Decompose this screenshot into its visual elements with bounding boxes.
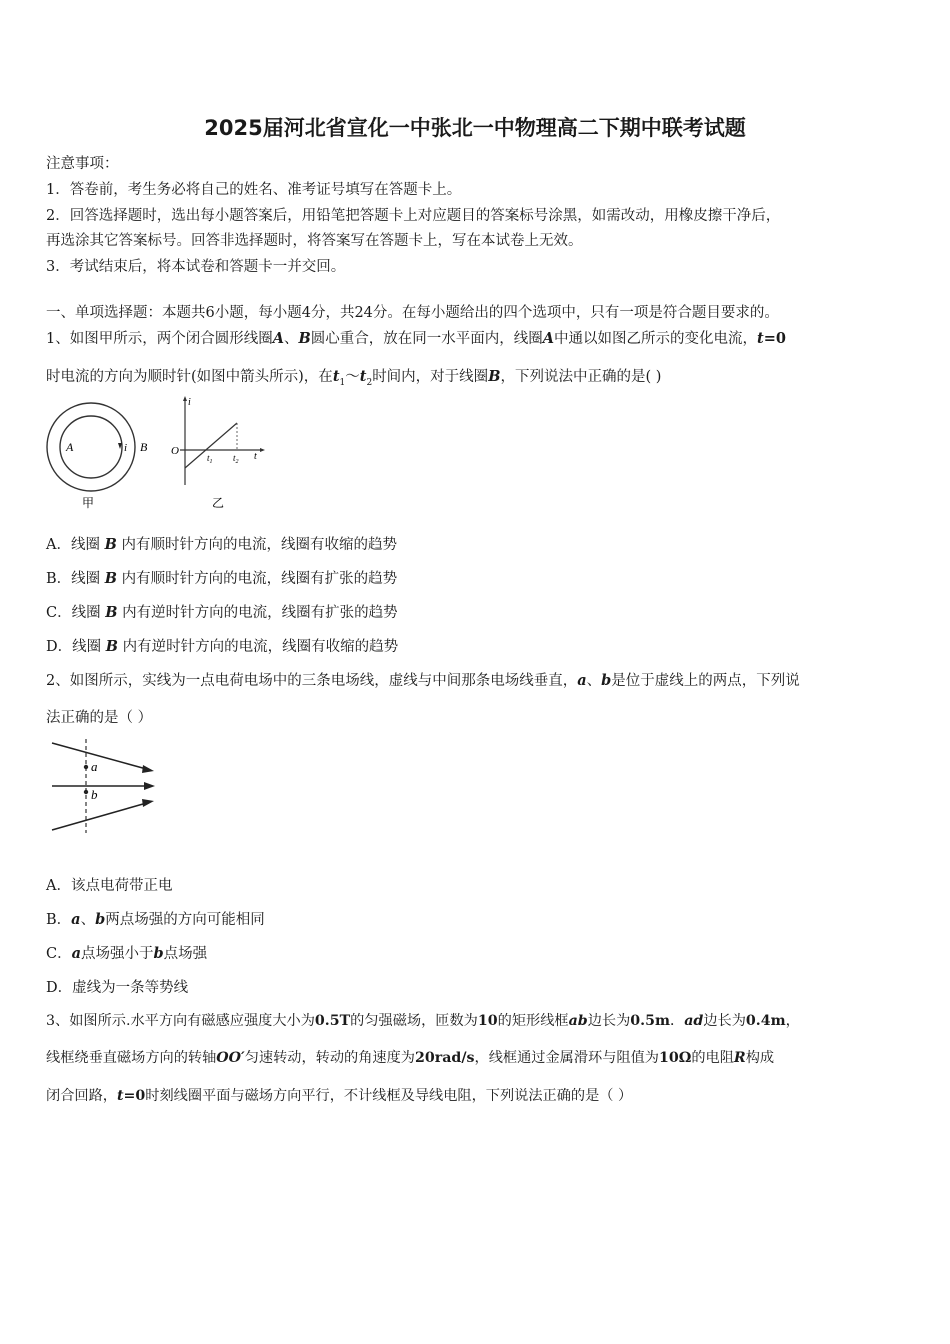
q2-option-c[interactable]: C．a点场强小于b点场强 [46,945,208,962]
point-a-dot [84,765,88,769]
notice-item-1: 1．答卷前，考生务必将自己的姓名、准考证号填写在答题卡上。 [46,182,462,198]
graph-origin-label: O [171,445,179,457]
field-arrow-bottom-icon [142,799,154,807]
q3-stem-line1: 3、如图所示.水平方向有磁感应强度大小为0.5T的匀强磁场，匝数为10的矩形线框ab边长为0.5m．ad边长为0.4m， [46,1013,800,1029]
current-label: i [124,442,128,454]
notice-item-2: 2．回答选择题时，选出每小题答案后，用铅笔把答题卡上对应题目的答案标号涂黑，如需改动，用橡皮擦干净后， [46,208,781,224]
field-arrow-top-icon [142,765,154,773]
point-b-label: b [91,787,98,802]
point-a-label: a [91,759,98,774]
figure-jia-caption: 甲 [82,496,95,510]
figure-yi-caption: 乙 [212,496,225,510]
field-arrow-middle-icon [144,782,155,790]
graph-t1-label: $t_1$ [207,453,213,465]
q1-figures [40,393,270,515]
q3-stem-line2: 线框绕垂直磁场方向的转轴OO′匀速转动，转动的角速度为20rad/s，线框通过金属滑环与阻值为10Ω的电阻R构成 [46,1050,775,1066]
q1-option-c[interactable]: C．线圈 B 内有逆时针方向的电流，线圈有扩张的趋势 [46,604,398,621]
graph-t-label: t [254,451,257,462]
q3-stem-line3: 闭合回路，t=0时刻线圈平面与磁场方向平行，不计线框及导线电阻，下列说法正确的是（ ） [46,1088,633,1104]
q1-option-b[interactable]: B．线圈 B 内有顺时针方向的电流，线圈有扩张的趋势 [46,570,398,587]
q1-option-a[interactable]: A．线圈 B 内有顺时针方向的电流，线圈有收缩的趋势 [46,536,397,553]
q1-stem-line1: 1、如图甲所示，两个闭合圆形线圈A、B圆心重合，放在同一水平面内，线圈A中通以如图乙所示的变化电流，t=0 [46,330,786,347]
page-title: 2025届河北省宣化一中张北一中物理高二下期中联考试题 [204,116,746,140]
section-heading: 一、单项选择题：本题共6小题，每小题4分，共24分。在每小题给出的四个选项中，只有一项是符合题目要求的。 [46,305,779,321]
q2-stem-line1: 2、如图所示，实线为一点电荷电场中的三条电场线，虚线与中间那条电场线垂直，a、b是位于虚线上的两点，下列说 [46,672,800,689]
notice-heading: 注意事项： [46,156,119,172]
t-axis-arrow-icon [260,448,265,452]
q2-option-b[interactable]: B．a、b两点场强的方向可能相同 [46,911,265,928]
i-axis-arrow-icon [183,396,187,401]
field-line-bottom [52,802,150,830]
field-lines-figure [46,737,162,835]
coil-figure-jia [47,403,148,510]
coil-a-label: A [66,440,74,454]
notice-item-2-cont: 再选涂其它答案标号。回答非选择题时，将答案写在答题卡上，写在本试卷上无效。 [46,233,583,249]
graph-i-label: i [188,397,191,408]
coil-b-label: B [140,440,148,454]
q1-stem-line2: 时电流的方向为顺时针(如图中箭头所示)，在$t_1\sim t_2$时间内，对于线圈B，下列说法中正确的是( ) [46,368,662,388]
q2-option-a[interactable]: A．该点电荷带正电 [46,878,173,894]
graph-t2-label: $t_2$ [233,453,239,465]
field-line-top [52,743,150,770]
q1-option-d[interactable]: D．线圈 B 内有逆时针方向的电流，线圈有收缩的趋势 [46,638,399,655]
q2-option-d[interactable]: D．虚线为一条等势线 [46,980,189,996]
current-graph-yi [171,396,265,510]
point-b-dot [84,790,88,794]
q2-stem-line2: 法正确的是（ ） [46,710,153,726]
notice-item-3: 3．考试结束后，将本试卷和答题卡一并交回。 [46,259,346,275]
